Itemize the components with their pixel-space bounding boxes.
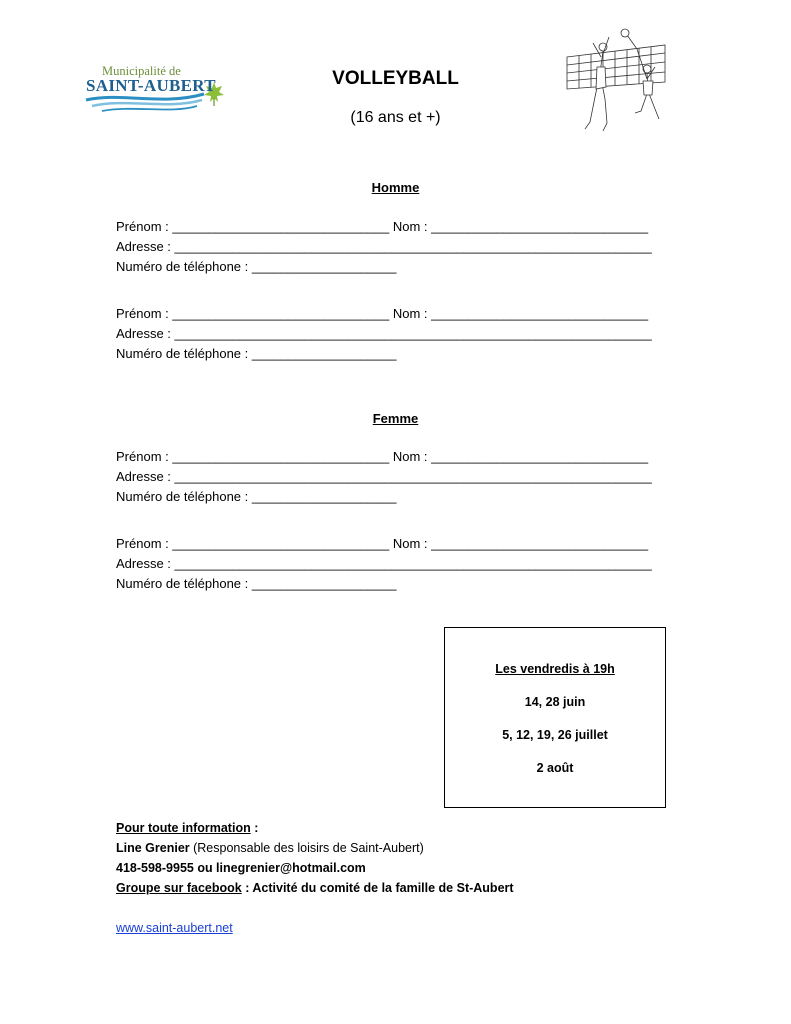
telephone-field: Numéro de téléphone : ____________________ xyxy=(116,489,397,504)
adresse-field: Adresse : __________________________________________________________________ xyxy=(116,469,652,484)
contact-role: (Responsable des loisirs de Saint-Aubert) xyxy=(189,841,424,855)
telephone-field: Numéro de téléphone : ____________________ xyxy=(116,576,397,591)
info-heading: Pour toute information : xyxy=(116,821,259,835)
telephone-field: Numéro de téléphone : ____________________ xyxy=(116,259,397,274)
adresse-field: Adresse : __________________________________________________________________ xyxy=(116,239,652,254)
schedule-date: 5, 12, 19, 26 juillet xyxy=(502,728,608,742)
section-heading-femme: Femme xyxy=(372,411,419,426)
adresse-field: Adresse : __________________________________________________________________ xyxy=(116,326,652,341)
volleyball-players-illustration xyxy=(565,27,670,135)
page-subtitle: (16 ans et +) xyxy=(350,109,441,126)
schedule-date: 2 août xyxy=(536,761,574,775)
logo-main-text: SAINT-AUBERT xyxy=(86,76,216,95)
schedule-box xyxy=(444,627,666,808)
section-heading-homme: Homme xyxy=(371,180,420,195)
prenom-nom-field: Prénom : ______________________________ Nom : ______________________________ xyxy=(116,449,649,464)
adresse-field: Adresse : __________________________________________________________________ xyxy=(116,556,652,571)
logo-top-text: Municipalité de xyxy=(102,64,181,78)
prenom-nom-field: Prénom : ______________________________ Nom : ______________________________ xyxy=(116,536,649,551)
telephone-field: Numéro de téléphone : ____________________ xyxy=(116,346,397,361)
website-link[interactable]: www.saint-aubert.net xyxy=(116,921,233,935)
contact-name: Line Grenier xyxy=(116,841,190,855)
facebook-line: Groupe sur facebook : Activité du comité de la famille de St-Aubert xyxy=(116,881,514,895)
contact-line xyxy=(116,841,424,855)
schedule-date: 14, 28 juin xyxy=(524,695,586,709)
facebook-label: Groupe sur facebook xyxy=(116,881,242,895)
page-title: VOLLEYBALL xyxy=(332,68,459,89)
prenom-nom-field: Prénom : ______________________________ Nom : ______________________________ xyxy=(116,219,649,234)
phone-email: 418-598-9955 ou linegrenier@hotmail.com xyxy=(116,861,366,875)
schedule-heading: Les vendredis à 19h xyxy=(495,662,615,676)
prenom-nom-field: Prénom : ______________________________ Nom : ______________________________ xyxy=(116,306,649,321)
